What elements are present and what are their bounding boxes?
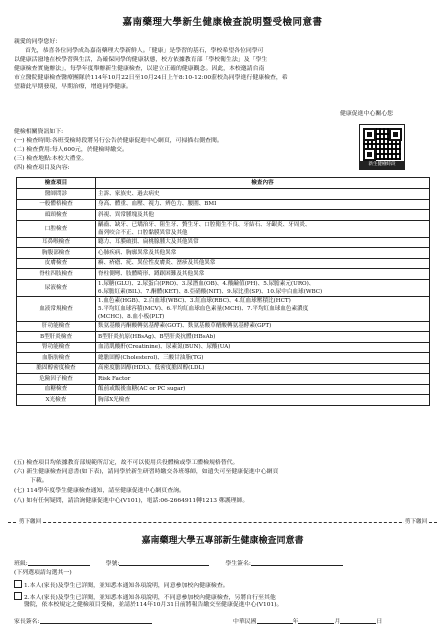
note-4: (四) 檢查項目及內容: <box>14 165 70 171</box>
document-title: 嘉南藥理大學新生健康檢查說明暨受檢同意書 <box>122 17 323 28</box>
table-row <box>17 199 430 210</box>
form-title: 嘉南藥理大學五專部新生健康檢查同意書 <box>141 536 304 546</box>
table-row <box>17 220 430 237</box>
item-name: 胸腹部檢查 <box>17 248 96 259</box>
item-content: 主訴、家族史、過去病史 <box>96 189 430 200</box>
table-row <box>17 279 430 296</box>
item-content: B型肝炎抗原(HBsAg)、B型肝炎抗體(HBsAb) <box>96 332 430 343</box>
item-content: 聽力、耳膜破損、扁桃腺腫大及其他異常 <box>96 237 430 248</box>
intro-line-4: 市立醫院健康檢查醫療團隊於114年10月22日至10月24日上午8:10-12:00蒞校為同學進行健康檢查，希 <box>14 75 288 81</box>
column-header: 檢查項目 <box>17 178 96 189</box>
table-row <box>17 210 430 221</box>
year-label: 年 <box>292 619 299 625</box>
table-row <box>17 332 430 343</box>
item-name: 危險因子檢查 <box>17 374 96 385</box>
item-name: 一般體格檢查 <box>17 199 96 210</box>
item-content: 斜視、異常腫塊及其他 <box>96 210 430 221</box>
month-field[interactable] <box>298 616 334 624</box>
item-name: 脊柱四肢檢查 <box>17 269 96 280</box>
notes-header: 健檢相關資訊如下: <box>14 129 64 135</box>
content-line: 齲齒、缺牙、已矯治牙、阻生牙、贅生牙、口腔衛生不良、牙結石、牙齦炎、牙周炎、 <box>98 221 311 228</box>
student-id-field[interactable] <box>119 558 209 566</box>
parent-signature-field[interactable] <box>40 616 152 624</box>
item-content: 高密度膽固醇(HDL)、低密度膽固醇(LDL) <box>96 363 430 374</box>
item-name: B型肝炎檢查 <box>17 332 96 343</box>
table-row <box>17 363 430 374</box>
option-instruction: (下列選項請勾選其一) <box>14 570 72 576</box>
qr-code[interactable] <box>359 124 405 170</box>
qr-caption: 新生健檢時段 <box>360 161 404 169</box>
table-row <box>17 321 430 332</box>
post-note-6: (六) 新生健康檢查同意書(如下表)，請同學於新生研習時繳交各班導師，如遺失可至健康促進中心網頁 <box>14 469 279 475</box>
item-content: 癬、疥瘡、疣、異位性皮膚炎、溼疹及其他異常 <box>96 258 430 269</box>
student-signature-field[interactable] <box>251 558 343 566</box>
option-2-cont: 醫院，依本校規定之健檢項目受檢，並請於114年10月31日前將報告繳交至健康促進中心(V101)。 <box>24 602 283 608</box>
option-1-text: 1.本人(家長)及學生已詳閱，並知悉本通知各項說明，同意參加校內健康檢查。 <box>24 583 229 589</box>
table-row <box>17 374 430 385</box>
item-name: 血脂肪檢查 <box>17 353 96 364</box>
table-row <box>17 237 430 248</box>
signoff: 健康促進中心關心您 <box>340 111 394 117</box>
cut-line <box>8 519 437 527</box>
item-content: 身高、體重、血壓、視力、辨色力、腰圍、BMI <box>96 199 430 210</box>
table-row <box>17 342 430 353</box>
class-label: 班級: <box>14 561 28 567</box>
note-1: (一) 檢查時間:各班受檢時段將另行公告於健康促進中心網頁，可掃描右側查閱。 <box>14 138 223 144</box>
option-2-checkbox[interactable] <box>14 592 22 600</box>
item-content: 胸部X光檢查 <box>96 395 430 406</box>
year-field[interactable] <box>257 616 293 624</box>
item-name: 膽固醇密度檢查 <box>17 363 96 374</box>
parent-label: 家長簽名: <box>14 619 40 625</box>
table-row <box>17 353 430 364</box>
item-name: 皮膚檢查 <box>17 258 96 269</box>
item-content: 心肺疾病、胸廓異常及其他異常 <box>96 248 430 259</box>
content-line: 6.尿膽紅素(BIL)、7.酮體(KET)、8.亞硝酸(NIT)、9.尿比重(SP)、10.尿中白血球(WBC) <box>98 288 323 295</box>
content-line: (MCHC)、8.血小板(PLT) <box>98 313 165 320</box>
qr-finder <box>363 128 376 141</box>
item-content: 麩氨基酸丙酮酸轉氨基酵素(GOT)、麩氨基酸草醋酸轉氨基酵素(GPT) <box>96 321 430 332</box>
item-name: X光檢查 <box>17 395 96 406</box>
exam-items-table <box>16 177 430 406</box>
option-2-text: 2.本人(家長)及學生已詳閱，並知悉本通知各項說明，不同意參加校內健康檢查，另將自行至其他 <box>24 595 276 601</box>
column-header: 檢查內容 <box>96 178 430 189</box>
intro-line-1: 首先，恭喜各位同學成為嘉南藥理大學新鮮人。「健康」是學習的基石，學校希望各位同學可 <box>25 48 264 54</box>
cut-label: 剪下繳回 <box>405 519 428 525</box>
option-1 <box>14 580 229 590</box>
day-field[interactable] <box>340 616 376 624</box>
item-name: 口腔檢查 <box>17 220 96 237</box>
greeting: 親愛的同學您好： <box>14 39 62 45</box>
student-id-label: 學號: <box>105 561 120 567</box>
content-line: 1.血色素(HGB)、2.白血球(WBC)、3.紅血球(RBC)、4.紅血球壓積比(HCT) <box>98 297 291 304</box>
intro-line-2: 以健康活潑地在校學習與生活，為確保同學的健康狀態，校方依據教育部「學校衛生法」及「學生 <box>14 57 268 63</box>
item-name: 肝功能檢查 <box>17 321 96 332</box>
class-field[interactable] <box>28 558 90 566</box>
post-note-8: (八) 如有任何疑問，請洽詢健康促進中心(V101)，電話:06-2664911轉1213 鄭護理師。 <box>14 498 249 504</box>
item-name: 醫師問診 <box>17 189 96 200</box>
item-name: 頭頸檢查 <box>17 210 96 221</box>
qr-finder <box>389 128 402 141</box>
table-row <box>17 296 430 321</box>
table-row <box>17 189 430 200</box>
item-name: 尿液檢查 <box>17 279 96 296</box>
post-note-7: (七) 114學年度學生健康檢查通知，請至健康促進中心網頁查詢。 <box>14 488 185 494</box>
intro-line-3: 健康檢查實施辦法」，每學年度舉辦新生健康檢查，以建立正確的健康觀念。因此，本校邀請台南 <box>14 66 265 72</box>
item-content: 血清肌酸酐(Creatinine)、尿素氮(BUN)、尿酸(UA) <box>96 342 430 353</box>
item-content <box>96 296 430 321</box>
content-line: 1.尿糖(GLU)、2.尿蛋白(PRO)、3.尿潛血(OB)、4.酸鹼值(PH)、5.尿膽素元(URO)、 <box>98 280 315 287</box>
parent-signature-row <box>14 616 152 626</box>
dashed-line <box>8 522 437 523</box>
student-name-label: 學生簽名: <box>225 561 251 567</box>
post-note-5: (五) 檢查項目均依據教育部規範所訂定，故不可以使用兵役體檢或學工體檢規格替代。 <box>14 460 239 466</box>
date-row <box>233 616 382 626</box>
table-row <box>17 269 430 280</box>
post-note-6-cont: 下載。 <box>30 478 48 484</box>
cut-label: 剪下繳回 <box>19 519 42 525</box>
table-row <box>17 384 430 395</box>
item-content <box>96 279 430 296</box>
form-id-row <box>14 558 343 568</box>
item-content: 飯前或飯後血糖(AC or PC sugar) <box>96 384 430 395</box>
option-1-checkbox[interactable] <box>14 580 22 588</box>
item-content <box>96 220 430 237</box>
note-2: (二) 檢查費用:每人600元，於健檢時繳交。 <box>14 147 128 153</box>
item-name: 血液常規檢查 <box>17 296 96 321</box>
table-row <box>17 248 430 259</box>
note-3: (三) 檢查地點:本校大禮堂。 <box>14 156 88 162</box>
qr-finder <box>363 148 376 161</box>
item-content: 脊柱側彎、肢體畸形、蹲踞困難及其他異常 <box>96 269 430 280</box>
content-line: 5.平均紅血球容積(MCV)、6.平均紅血球血色素量(MCH)、7.平均紅血球血色素濃度 <box>98 305 309 312</box>
item-name: 血糖檢查 <box>17 384 96 395</box>
day-label: 日 <box>376 619 383 625</box>
table-row <box>17 258 430 269</box>
date-prefix: 中華民國 <box>233 619 257 625</box>
table-header-row <box>17 178 430 189</box>
item-name: 腎功能檢查 <box>17 342 96 353</box>
table-row <box>17 395 430 406</box>
item-name: 耳鼻喉檢查 <box>17 237 96 248</box>
intro-line-5: 望藉此早期發現，早期治療，增進同學健康。 <box>14 84 132 90</box>
content-line: 齒列咬合不正、口腔黏膜異常及其他 <box>98 229 188 236</box>
month-label: 月 <box>334 619 341 625</box>
item-content: 總膽固醇(Cholesterol)、三酸甘油脂(TG) <box>96 353 430 364</box>
item-content: Risk Factor <box>96 374 430 385</box>
